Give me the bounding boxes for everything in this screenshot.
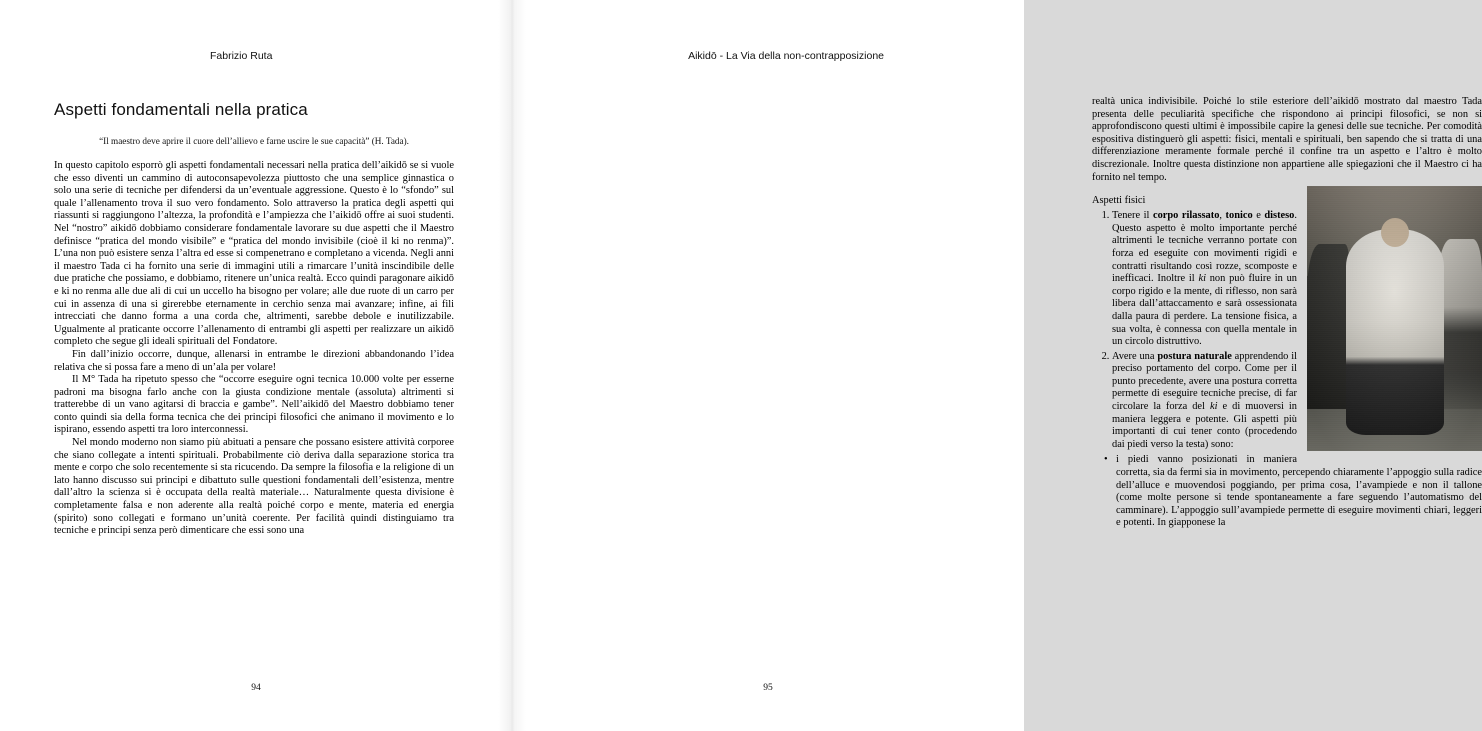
right-page [512, 0, 1482, 731]
list-item: • i piedi vanno posizionati in maniera corretta, sia da fermi sia in movimento, percependo chiaramente l’appoggio sulla radice dell’alluce e muovendosi poggiando, per prima cosa, l’avampiede e non il tallone (come molte persone si tende spontaneamente a fare seguendo l’automatismo del camminare). L’appoggio sull’avampiede permette di eseguire movimenti chiari, leggeri e potenti. In giapponese la [1106, 454, 1482, 530]
bullet-list [1092, 454, 1482, 530]
left-page [0, 0, 512, 731]
page-number-left: 94 [251, 683, 261, 693]
paragraph: Fin dall’inizio occorre, dunque, allenarsi in entrambe le direzioni abbandonando l’idea relativa che si possa fare a meno di un’ala per volare! [54, 348, 454, 373]
aikido-practice-photo [1307, 186, 1482, 451]
page-number-right: 95 [763, 683, 773, 693]
paragraph: Il M° Tada ha ripetuto spesso che “occorre eseguire ogni tecnica 10.000 volte per esserne padroni ma bisogna farlo anche con la giusta condizione mentale (assoluta) altrimenti si tratterebbe di un vano agitarsi di braccia e gambe”. Nell’aikidō del Maestro dobbiamo tener conto quindi sia della forma tecnica che dei principi filosofici che animano il movimento e lo ispirano, essendo aspetti tra loro interconnessi. [54, 374, 454, 436]
photo-grain-overlay [1307, 186, 1482, 451]
left-page-text-column [54, 100, 454, 538]
paragraph: In questo capitolo esporrò gli aspetti fondamentali necessari nella pratica dell’aikidō se si vuole che esso diventi un cammino di autoconsapevolezza piuttosto che una semplice ginnastica o solo una serie di tecniche per difendersi da un’eventuale aggressione. Questo è lo “sfondo” sul quale l’allenamento trova il suo vero fondamento. Solo attraverso la pratica degli aspetti qui riassunti si raggiungono l’altezza, la profondità e l’ampiezza che l’aikidō offre ai suoi studenti. Nel “nostro” aikidō dobbiamo considerare fondamentale lavorare su due aspetti che il Maestro definisce “pratica del mondo visibile” e “pratica del mondo invisibile (cioè il ki no renma)”. L’una non può esistere senza l’altra ed esse si compenetrano e completano a vicenda. Negli anni il maestro Tada ci ha fornito una serie di immagini utili a rimarcare l’unità inscindibile delle due pratiche che possiamo, e dobbiamo, ritenere un’unica realtà. Ecco quindi paragonare aikidō e ki no renma alle due ali di cui un uccello ha bisogno per volare; alle due ruote di un carro per cui in assenza di una si girerebbe eternamente in cerchio senza mai avanzare; infine, ai fili intrecciati che danno forma a una corda che, altrimenti, sarebbe debole e inutilizzabile. Ugualmente al praticante occorre l’allenamento di entrambi gli aspetti per realizzare un aikidō completo che segue gli ideali spirituali del Fondatore. [54, 160, 454, 348]
page-title: Aspetti fondamentali nella pratica [54, 100, 308, 119]
epigraph: “Il maestro deve aprire il cuore dell’allievo e farne uscire le sue capacità” (H. Tada). [99, 136, 409, 146]
section-heading: Aspetti fisici [1092, 195, 1146, 207]
list-item: 1. Tenere il corpo rilassato, tonico e disteso. Questo aspetto è molto importante perché altrimenti le tecniche verranno portate con forza ed eseguite con movimenti rigidi e contratti risultando così rozze, scomposte e inefficaci. Inoltre il ki non può fluire in un corpo rigido e la mente, di riflesso, non sarà libera dall’attaccamento e sarà ossessionata dalla paura di perdere. La tensione fisica, a sua volta, è connessa con quella mentale in un circolo distruttivo. [1112, 210, 1482, 349]
running-head-right: Aikidō - La Via della non-contrapposizione [688, 50, 884, 62]
running-head-left: Fabrizio Ruta [210, 50, 273, 62]
paragraph: realtà unica indivisibile. Poiché lo stile esteriore dell’aikidō mostrato dal maestro Tada presenta delle peculiarità specifiche che rispondono ai principi filosofici, se non si approfondiscono questi ultimi è impossibile capire la genesi delle sue tecniche. Per comodità espositiva distinguerò gli aspetti: fisici, mentali e spirituali, ben sapendo che si tratta di una differenziazione meramente formale perché il confine tra un aspetto e l’altro è molto discrezionale. Inoltre questa distinzione non appartiene alle spiegazioni che il Maestro ci ha fornito nel tempo. [1092, 96, 1482, 183]
list-item: 2. Avere una postura naturale apprendendo il preciso portamento del corpo. Come per il punto precedente, avere una postura corretta permette di eseguire tecniche precise, di far circolare la forza del ki e di muoversi in maniera leggera e potente. Gli aspetti più importanti di cui tener conto (procedendo dai piedi verso la testa) sono: [1112, 351, 1482, 452]
right-page-text-column [1092, 96, 1482, 530]
paragraph: Nel mondo moderno non siamo più abituati a pensare che possano esistere attività corporee che siano collegate a intenti spirituali. Probabilmente ciò deriva dalla separazione storica tra mente e corpo che solo recentemente si sta ricucendo. Da sempre la filosofia e la religione di un lato hanno discusso sui principi e dibattuto sulle questioni fondamentali dell’esistenza, mentre dall’altro la scienza si è occupata della realtà materiale… Naturalmente questa divisione è completamente falsa e non aderente alla realtà poiché corpo e mente, materia ed energia (spirito) sono collegati e formano un’unità coerente. Per facilità quindi distinguiamo tra tecniche e principi senza però dimenticare che essi sono una [54, 437, 454, 537]
